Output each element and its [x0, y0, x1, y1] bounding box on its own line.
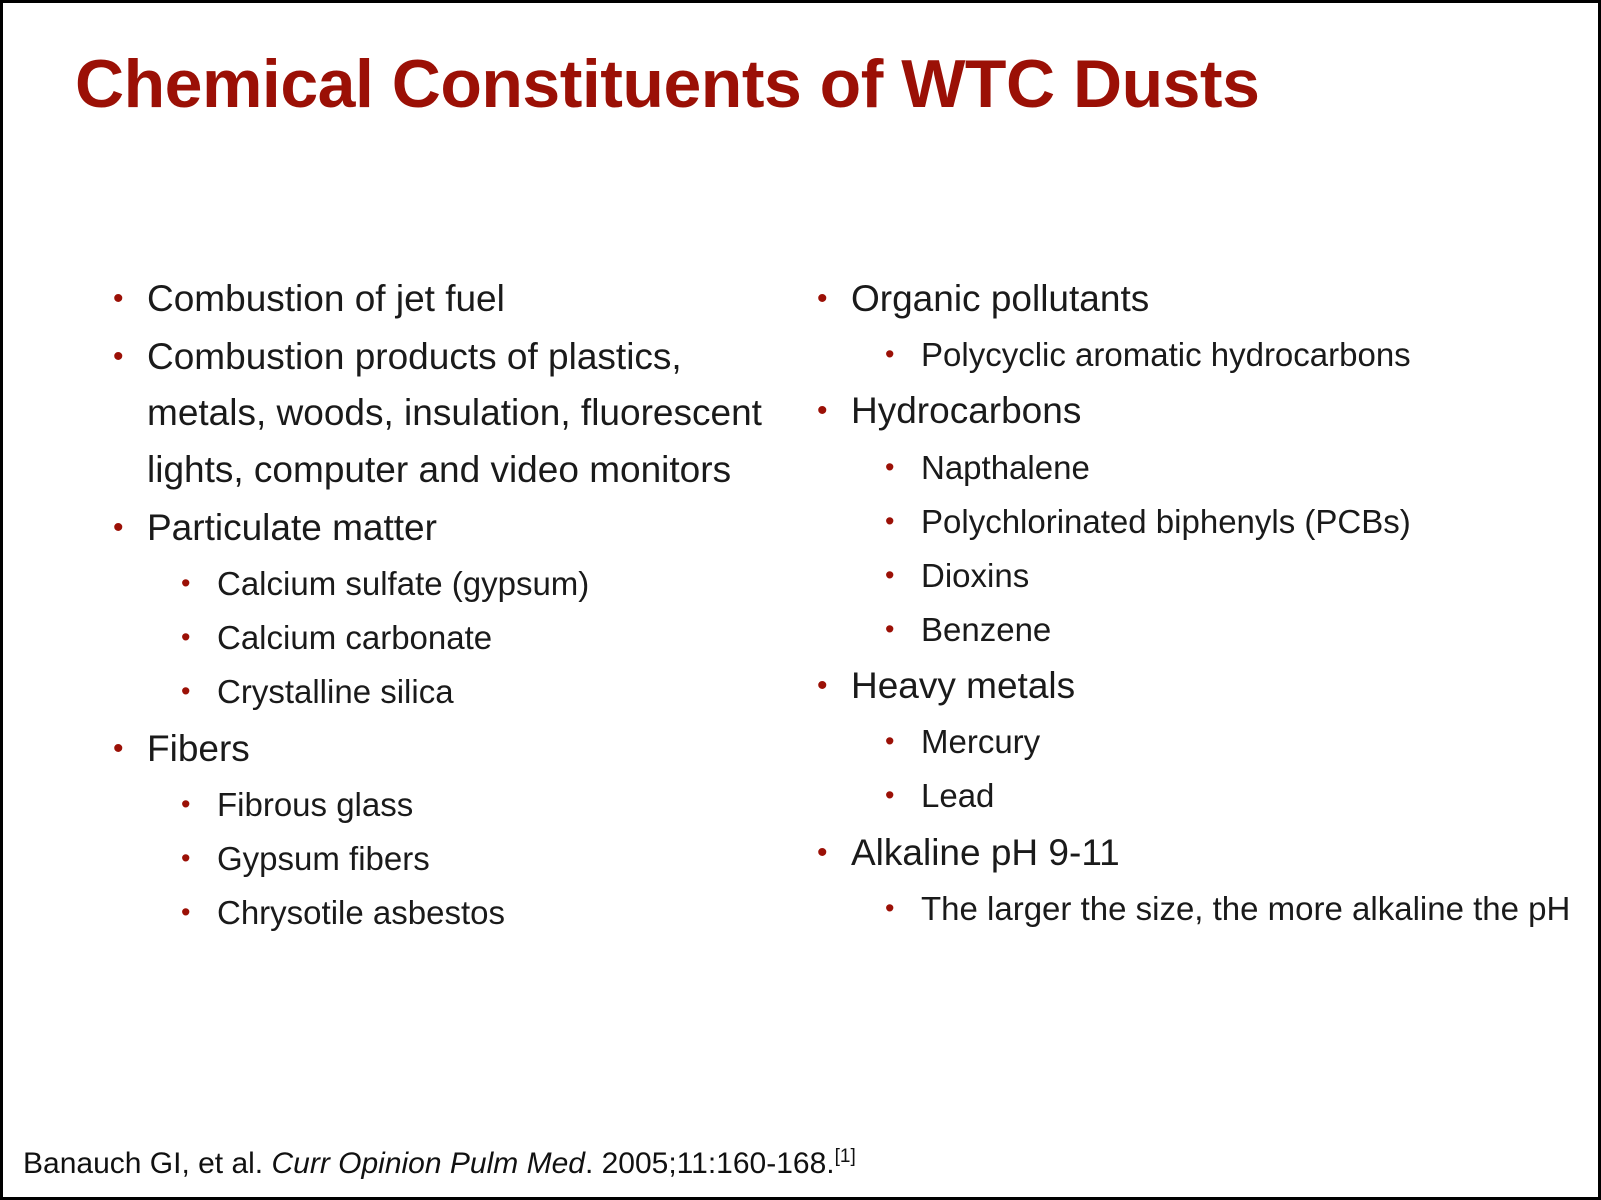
bullet-icon: •: [181, 622, 191, 653]
bullet-icon: •: [817, 669, 828, 703]
list-item: [147, 887, 793, 939]
list-item-label: Lead: [921, 777, 995, 815]
bullet-icon: •: [113, 340, 124, 374]
list-item-label: Calcium sulfate (gypsum): [217, 565, 590, 603]
list-item-label: Crystalline silica: [217, 673, 454, 711]
list-item-label: Calcium carbonate: [217, 619, 493, 657]
list-item: [851, 550, 1594, 602]
list-item: [99, 500, 793, 719]
list-item-label: Combustion products of plastics, metals, woods, insulation, fluorescent lights, computer and video monitors: [147, 336, 762, 490]
list-item: [851, 770, 1594, 822]
sublist-wrapper: [851, 883, 1594, 935]
bullet-icon: •: [885, 780, 895, 811]
bullet-icon: •: [113, 510, 124, 544]
list-item: [147, 666, 793, 718]
sublist: [851, 329, 1594, 381]
list-item: [147, 558, 793, 610]
list-item-label: Combustion of jet fuel: [147, 278, 505, 319]
sublist: [851, 883, 1594, 935]
bullet-icon: •: [885, 339, 895, 370]
list-item-label: Heavy metals: [851, 665, 1076, 707]
list-item: [803, 825, 1594, 935]
list-item-label: Alkaline pH 9-11: [851, 831, 1120, 873]
list-item: [851, 329, 1594, 381]
bullet-icon: •: [817, 835, 828, 869]
list-item: [147, 779, 793, 831]
bullet-icon: •: [885, 892, 895, 923]
bullet-icon: •: [885, 451, 895, 482]
list-item: [803, 383, 1594, 656]
list-item-label: Chrysotile asbestos: [217, 894, 505, 932]
bullet-icon: •: [181, 842, 191, 873]
list-item-label: Benzene: [921, 610, 1052, 648]
bullet-icon: •: [817, 282, 828, 315]
list-item-label: Fibrous glass: [217, 785, 414, 823]
bullet-icon: •: [885, 505, 895, 536]
sublist: [147, 779, 793, 939]
bullet-icon: •: [885, 613, 895, 644]
list-item-label: Polychlorinated biphenyls (PCBs): [921, 502, 1411, 540]
list-item-label: Particulate matter: [147, 506, 437, 548]
list-item-label: Napthalene: [921, 448, 1090, 486]
sublist-wrapper: [851, 329, 1594, 381]
citation-journal: Curr Opinion Pulm Med: [271, 1147, 585, 1180]
list-item-label: Hydrocarbons: [851, 390, 1082, 432]
left-column: [3, 271, 803, 941]
list-item: [851, 883, 1594, 935]
citation-details: . 2005;11:160-168.: [584, 1147, 835, 1180]
sublist: [851, 716, 1594, 822]
list-item-label: Fibers: [147, 727, 250, 769]
sublist-wrapper: [851, 716, 1594, 822]
citation-authors: Banauch GI, et al.: [23, 1147, 272, 1180]
list-item: [851, 716, 1594, 768]
list-item-label: Gypsum fibers: [217, 839, 430, 877]
list-item: [147, 833, 793, 885]
sublist: [851, 442, 1594, 657]
list-item: [147, 612, 793, 664]
list-item: [851, 496, 1594, 548]
list-item-label: Organic pollutants: [851, 278, 1150, 319]
sublist-wrapper: [851, 442, 1594, 657]
sublist-wrapper: [147, 779, 793, 939]
list-item: [99, 329, 793, 498]
list-item: [99, 721, 793, 940]
bullet-icon: •: [181, 568, 191, 599]
list-item-label: Polycyclic aromatic hydrocarbons: [921, 336, 1411, 374]
bullet-icon: •: [181, 676, 191, 707]
sublist: [147, 558, 793, 718]
left-bullet-list: [99, 271, 793, 939]
list-item-label: Mercury: [921, 723, 1041, 761]
bullet-icon: •: [113, 731, 124, 765]
list-item: [803, 271, 1594, 381]
list-item-label: The larger the size, the more alkaline the pH: [921, 889, 1571, 927]
sublist-wrapper: [147, 558, 793, 718]
list-item: [851, 442, 1594, 494]
list-item: [851, 604, 1594, 656]
right-bullet-list: [803, 271, 1594, 935]
bullet-icon: •: [817, 394, 828, 428]
right-column: [803, 271, 1601, 941]
list-item: [803, 658, 1594, 822]
citation-footnote: [23, 1146, 856, 1181]
list-item-label: Dioxins: [921, 556, 1030, 594]
citation-reference-marker: [1]: [834, 1146, 856, 1167]
bullet-icon: •: [181, 788, 191, 819]
bullet-icon: •: [885, 559, 895, 590]
bullet-icon: •: [113, 282, 124, 315]
page-title: Chemical Constituents of WTC Dusts: [75, 46, 1260, 122]
bullet-icon: •: [181, 897, 191, 928]
bullet-icon: •: [885, 726, 895, 757]
content-columns: [3, 271, 1601, 941]
list-item: [99, 271, 793, 327]
